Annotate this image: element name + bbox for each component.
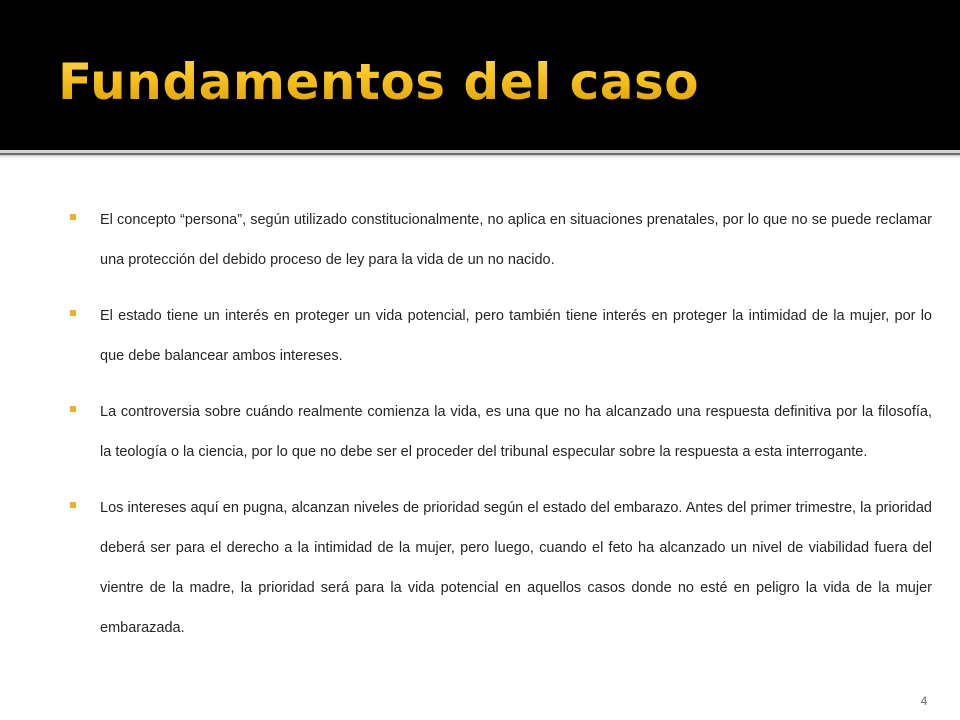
square-bullet-icon [70, 406, 76, 412]
bullet-text: La controversia sobre cuándo realmente comienza la vida, es una que no ha alcanzado una respuesta definitiva por la filosofía, la teología o la ciencia, por lo que no debe ser el proceder del tribunal especular sobre la respuesta a esta interrogante. [100, 404, 932, 460]
bullet-item [70, 296, 932, 376]
square-bullet-icon [70, 310, 76, 316]
bullet-list [70, 200, 932, 664]
bullet-text: El concepto “persona”, según utilizado constitucionalmente, no aplica en situaciones prenatales, por lo que no se puede reclamar una protección del debido proceso de ley para la vida de un no nacido. [100, 212, 932, 268]
title-bar [0, 0, 960, 150]
page-number: 4 [920, 694, 928, 708]
bullet-item [70, 200, 932, 280]
bullet-item [70, 488, 932, 648]
bullet-item [70, 392, 932, 472]
bullet-text: Los intereses aquí en pugna, alcanzan niveles de prioridad según el estado del embarazo. Antes del primer trimestre, la prioridad deberá ser para el derecho a la intimidad de la mujer, pero luego, cuando el feto ha alcanzado un nivel de viabilidad fuera del vientre de la madre, la prioridad será para la vida potencial en aquellos casos donde no esté en peligro la vida de la mujer embarazada. [100, 500, 932, 636]
header-divider-shadow [0, 155, 960, 158]
slide-title: Fundamentos del caso [58, 53, 700, 111]
square-bullet-icon [70, 214, 76, 220]
bullet-text: El estado tiene un interés en proteger un vida potencial, pero también tiene interés en proteger la intimidad de la mujer, por lo que debe balancear ambos intereses. [100, 308, 932, 364]
square-bullet-icon [70, 502, 76, 508]
